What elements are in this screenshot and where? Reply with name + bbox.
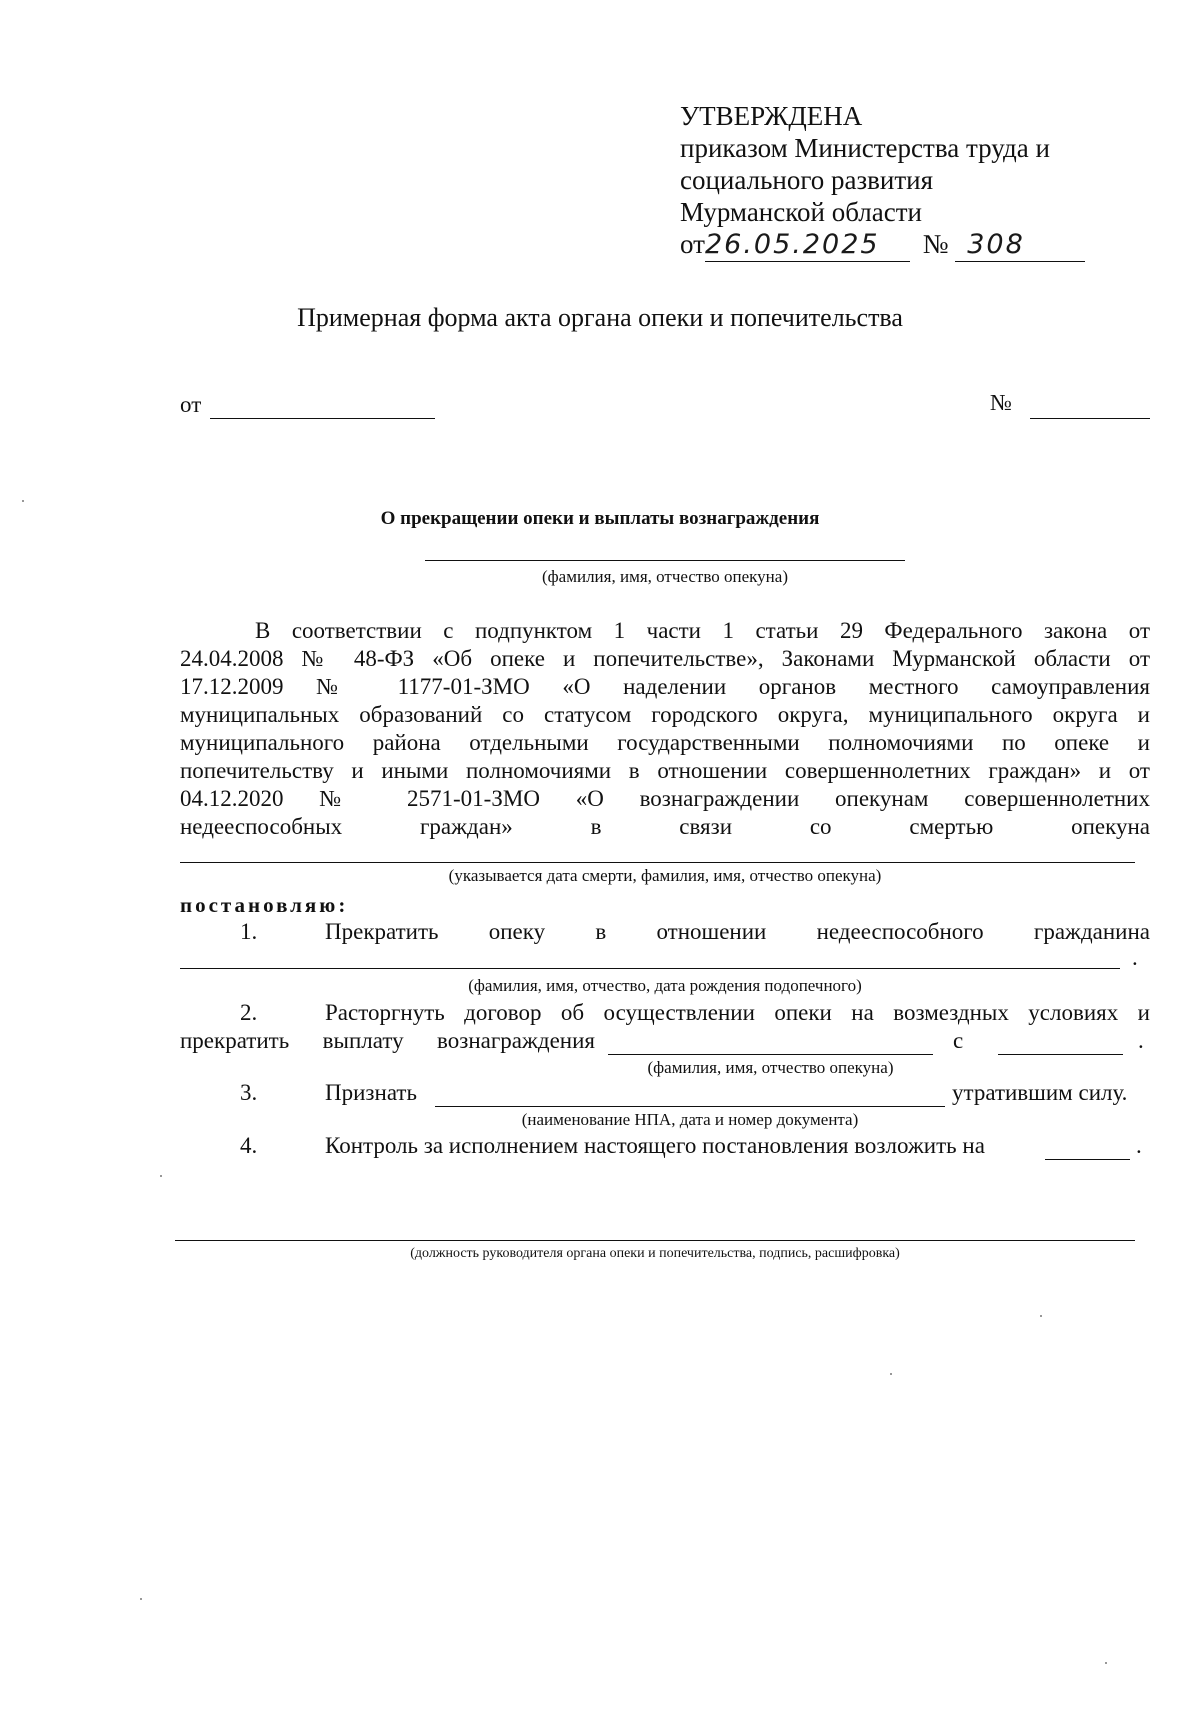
act-heading: О прекращении опеки и выплаты вознаграждения — [380, 508, 820, 529]
approval-line: приказом Министерства труда и — [680, 133, 1050, 163]
act-date-field — [210, 418, 435, 419]
item-1-text: Прекратить опеку в отношении недееспособного гражданина — [325, 919, 1150, 944]
act-number-field — [1030, 418, 1150, 419]
approval-date-row — [680, 228, 1085, 262]
termination-date-field — [998, 1054, 1123, 1055]
item-number: 2. — [240, 1000, 258, 1025]
approval-block — [680, 100, 1085, 262]
preamble-paragraph — [180, 617, 1150, 841]
preamble-line: муниципального района отдельными государственными полномочиями по опеке и — [180, 730, 1150, 755]
item-number: 3. — [240, 1080, 258, 1105]
form-title: Примерная форма акта органа опеки и попечительства — [297, 303, 903, 332]
scan-speck — [140, 1598, 142, 1600]
item-3-text-after: утратившим силу. — [952, 1080, 1128, 1105]
preamble-line: 24.04.2008 № 48-ФЗ «Об опеке и попечительстве», Законами Мурманской области от — [180, 646, 1150, 671]
scan-speck — [160, 1175, 162, 1177]
item-2-text: Расторгнуть договор об осуществлении опеки на возмездных условиях и — [325, 1000, 1150, 1025]
scan-speck — [1105, 1662, 1107, 1664]
approval-date-prefix: от — [680, 229, 705, 259]
caption-ward: (фамилия, имя, отчество, дата рождения подопечного) — [468, 976, 862, 995]
preamble-line: 17.12.2009 № 1177-01-ЗМО «О наделении органов местного самоуправления — [180, 674, 1150, 699]
death-info-field — [180, 862, 1135, 863]
preamble-line: попечительству и иными полномочиями в отношении совершеннолетних граждан» и от — [180, 758, 1150, 783]
approval-line: Мурманской области — [680, 197, 922, 227]
preamble-line: 04.12.2020 № 2571-01-ЗМО «О вознаграждении опекунам совершеннолетних — [180, 786, 1150, 811]
caption-guardian: (фамилия, имя, отчество опекуна) — [542, 567, 788, 586]
item-4-end: . — [1136, 1133, 1142, 1158]
guardian-name-field — [425, 560, 905, 561]
control-responsible-field — [1045, 1159, 1130, 1160]
scan-speck — [1040, 1315, 1042, 1317]
guardian-reward-field — [608, 1054, 933, 1055]
scan-speck — [22, 500, 24, 502]
scan-speck — [890, 1373, 892, 1375]
approval-title: УТВЕРЖДЕНА — [680, 101, 863, 131]
caption-death: (указывается дата смерти, фамилия, имя, отчество опекуна) — [448, 866, 882, 885]
item-2-text-continued: прекратить выплату вознаграждения — [180, 1028, 595, 1053]
act-date-label: от — [180, 392, 202, 417]
act-number-label: № — [990, 390, 1012, 415]
caption-guardian-reward: (фамилия, имя, отчество опекуна) — [647, 1058, 894, 1077]
approval-number-label: № — [922, 229, 949, 259]
item-3-text: Признать — [325, 1080, 417, 1105]
caption-legal-act: (наименование НПА, дата и номер документа) — [521, 1110, 859, 1129]
item-2-end: . — [1138, 1028, 1144, 1053]
preamble-line: В соответствии с подпунктом 1 части 1 статьи 29 Федерального закона от — [255, 618, 1150, 643]
item-1-end: . — [1132, 945, 1138, 970]
item-number: 4. — [240, 1133, 258, 1158]
preamble-line: муниципальных образований со статусом городского округа, муниципального округа и — [180, 702, 1150, 727]
item-4-text: Контроль за исполнением настоящего постановления возложить на — [325, 1133, 985, 1158]
signature-field — [175, 1240, 1135, 1241]
preamble-line: недееспособных граждан» в связи со смертью опекуна — [180, 814, 1150, 839]
approval-date-value: 26.05.2025 — [705, 229, 910, 262]
ward-info-field — [180, 968, 1120, 969]
signature-caption: (должность руководителя органа опеки и попечительства, подпись, расшифровка) — [410, 1246, 900, 1261]
approval-number-value: 308 — [955, 229, 1085, 262]
approval-line: социального развития — [680, 165, 934, 195]
resolve-word: постановляю: — [180, 893, 349, 917]
legal-act-field — [435, 1106, 945, 1107]
item-number: 1. — [240, 919, 258, 944]
item-2-with: с — [953, 1028, 964, 1053]
